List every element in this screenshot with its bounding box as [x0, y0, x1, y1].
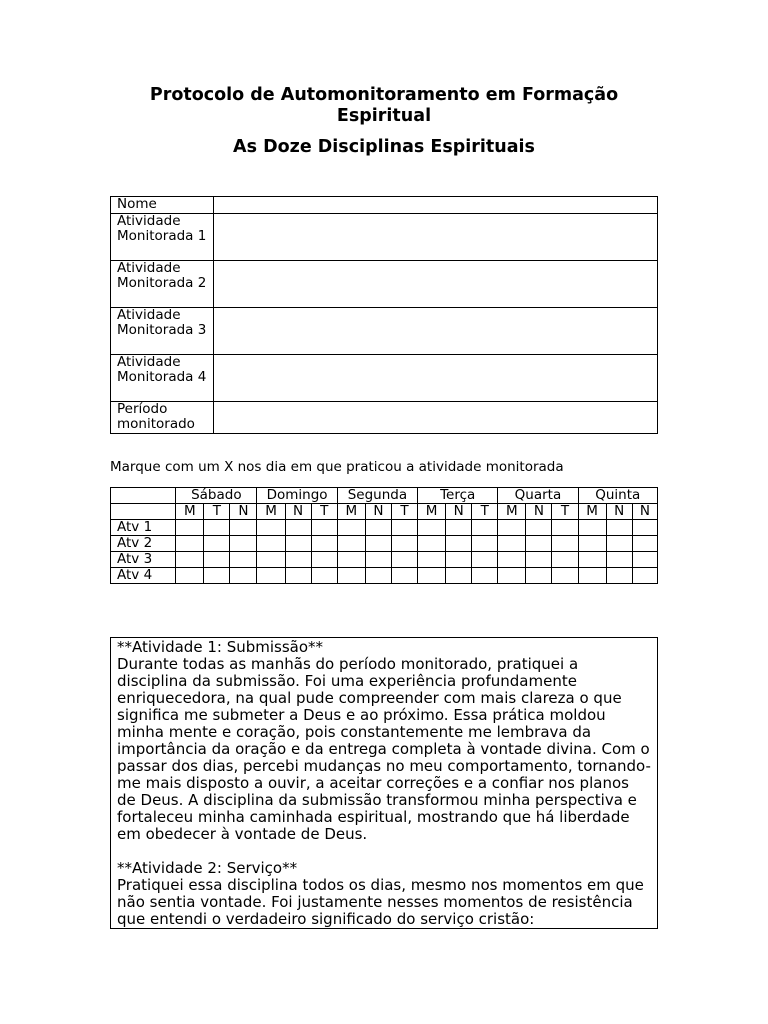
check-cell[interactable] [578, 568, 606, 584]
period-header: M [578, 504, 606, 520]
period-header: M [257, 504, 285, 520]
corner-cell [111, 504, 176, 520]
narrative-box [110, 637, 658, 929]
check-cell[interactable] [526, 568, 552, 584]
check-cell[interactable] [418, 552, 446, 568]
day-header: Quinta [578, 488, 657, 504]
activity-label: Atv 1 [111, 520, 176, 536]
check-cell[interactable] [632, 536, 657, 552]
activity-label: Atv 2 [111, 536, 176, 552]
check-cell[interactable] [578, 552, 606, 568]
check-cell[interactable] [446, 568, 472, 584]
check-cell[interactable] [230, 552, 257, 568]
check-cell[interactable] [446, 536, 472, 552]
period-header: N [365, 504, 391, 520]
activity-1-heading: **Atividade 1: Submissão** [117, 638, 324, 656]
info-table [110, 196, 658, 434]
check-cell[interactable] [552, 520, 578, 536]
tracker-row-atv-3 [111, 552, 658, 568]
check-cell[interactable] [552, 568, 578, 584]
check-cell[interactable] [285, 568, 311, 584]
check-cell[interactable] [365, 536, 391, 552]
check-cell[interactable] [498, 536, 526, 552]
paragraph-gap [117, 843, 651, 860]
check-cell[interactable] [418, 536, 446, 552]
tracker-day-header [111, 488, 658, 504]
check-cell[interactable] [285, 536, 311, 552]
activity-label: Atv 3 [111, 552, 176, 568]
check-cell[interactable] [606, 520, 632, 536]
check-cell[interactable] [632, 520, 657, 536]
period-header: N [446, 504, 472, 520]
day-header: Sábado [176, 488, 257, 504]
check-cell[interactable] [578, 536, 606, 552]
check-cell[interactable] [311, 536, 337, 552]
period-header: M [337, 504, 365, 520]
check-cell[interactable] [204, 552, 230, 568]
instruction-text: Marque com um X nos dia em que praticou a atividade monitorada [110, 459, 564, 475]
period-header: N [230, 504, 257, 520]
check-cell[interactable] [311, 568, 337, 584]
check-cell[interactable] [176, 552, 204, 568]
check-cell[interactable] [204, 520, 230, 536]
check-cell[interactable] [391, 536, 417, 552]
check-cell[interactable] [498, 520, 526, 536]
check-cell[interactable] [230, 520, 257, 536]
info-row-atividade-3 [111, 307, 658, 354]
check-cell[interactable] [365, 520, 391, 536]
check-cell[interactable] [257, 536, 285, 552]
check-cell[interactable] [204, 536, 230, 552]
check-cell[interactable] [632, 568, 657, 584]
activity-2-heading: **Atividade 2: Serviço** [117, 859, 298, 877]
info-row-atividade-2 [111, 260, 658, 307]
document-title: Protocolo de Automonitoramento em Formação Espiritual [149, 85, 619, 126]
info-label: Período monitorado [111, 401, 214, 433]
check-cell[interactable] [285, 520, 311, 536]
check-cell[interactable] [176, 520, 204, 536]
info-value[interactable] [214, 354, 658, 401]
check-cell[interactable] [472, 552, 498, 568]
check-cell[interactable] [285, 552, 311, 568]
check-cell[interactable] [606, 568, 632, 584]
check-cell[interactable] [257, 568, 285, 584]
day-header: Domingo [257, 488, 337, 504]
check-cell[interactable] [526, 520, 552, 536]
check-cell[interactable] [230, 568, 257, 584]
period-header: N [285, 504, 311, 520]
check-cell[interactable] [578, 520, 606, 536]
check-cell[interactable] [446, 552, 472, 568]
check-cell[interactable] [365, 568, 391, 584]
activity-label: Atv 4 [111, 568, 176, 584]
check-cell[interactable] [257, 552, 285, 568]
tracker-table [110, 487, 658, 584]
period-header: M [418, 504, 446, 520]
info-value[interactable] [214, 213, 658, 260]
check-cell[interactable] [472, 520, 498, 536]
activity-2-body: Pratiquei essa disciplina todos os dias, mesmo nos momentos em que não sentia vontade. Foi justamente nesses momentos de resistência que entendi o verdadeiro significado do serviço cristão: [117, 876, 644, 928]
period-header: N [526, 504, 552, 520]
info-label: Atividade Monitorada 4 [111, 354, 214, 401]
info-value[interactable] [214, 307, 658, 354]
tracker-row-atv-2 [111, 536, 658, 552]
period-header: N [606, 504, 632, 520]
check-cell[interactable] [391, 552, 417, 568]
document-subtitle: As Doze Disciplinas Espirituais [233, 137, 535, 157]
period-header: N [632, 504, 657, 520]
check-cell[interactable] [526, 536, 552, 552]
check-cell[interactable] [337, 552, 365, 568]
check-cell[interactable] [418, 568, 446, 584]
period-header: T [391, 504, 417, 520]
check-cell[interactable] [498, 568, 526, 584]
period-header: T [311, 504, 337, 520]
info-label: Nome [111, 197, 214, 214]
check-cell[interactable] [311, 552, 337, 568]
check-cell[interactable] [606, 552, 632, 568]
info-value[interactable] [214, 197, 658, 214]
info-row-atividade-1 [111, 213, 658, 260]
check-cell[interactable] [391, 520, 417, 536]
check-cell[interactable] [632, 552, 657, 568]
period-header: T [552, 504, 578, 520]
info-row-atividade-4 [111, 354, 658, 401]
info-row-periodo [111, 401, 658, 433]
check-cell[interactable] [230, 536, 257, 552]
check-cell[interactable] [176, 536, 204, 552]
check-cell[interactable] [337, 520, 365, 536]
check-cell[interactable] [526, 552, 552, 568]
check-cell[interactable] [311, 520, 337, 536]
info-label: Atividade Monitorada 1 [111, 213, 214, 260]
check-cell[interactable] [472, 568, 498, 584]
period-header: M [498, 504, 526, 520]
check-cell[interactable] [498, 552, 526, 568]
check-cell[interactable] [606, 536, 632, 552]
check-cell[interactable] [337, 568, 365, 584]
info-label: Atividade Monitorada 3 [111, 307, 214, 354]
day-header: Terça [418, 488, 498, 504]
day-header: Quarta [498, 488, 578, 504]
corner-cell [111, 488, 176, 504]
check-cell[interactable] [552, 552, 578, 568]
check-cell[interactable] [204, 568, 230, 584]
tracker-row-atv-1 [111, 520, 658, 536]
check-cell[interactable] [337, 536, 365, 552]
check-cell[interactable] [446, 520, 472, 536]
period-header: T [472, 504, 498, 520]
day-header: Segunda [337, 488, 417, 504]
check-cell[interactable] [552, 536, 578, 552]
tracker-row-atv-4 [111, 568, 658, 584]
info-label: Atividade Monitorada 2 [111, 260, 214, 307]
info-value[interactable] [214, 401, 658, 433]
check-cell[interactable] [176, 568, 204, 584]
check-cell[interactable] [472, 536, 498, 552]
period-header: T [204, 504, 230, 520]
tracker-period-header [111, 504, 658, 520]
check-cell[interactable] [365, 552, 391, 568]
check-cell[interactable] [257, 520, 285, 536]
check-cell[interactable] [418, 520, 446, 536]
activity-1-body: Durante todas as manhãs do período monitorado, pratiquei a disciplina da submissão. Foi uma experiência profundamente enriquecedora, na qual pude compreender com mais clareza o que significa me submeter a Deus e ao próximo. Essa prática moldou minha mente e coração, pois constantemente me lembrava da importância da oração e da entrega completa à vontade divina. Com o passar dos dias, percebi mudanças no meu comportamento, tornando-me mais disposto a ouvir, a aceitar correções e a confiar nos planos de Deus. A disciplina da submissão transformou minha perspectiva e fortaleceu minha caminhada espiritual, mostrando que há liberdade em obedecer à vontade de Deus. [117, 655, 651, 843]
period-header: M [176, 504, 204, 520]
info-row-nome [111, 197, 658, 214]
info-value[interactable] [214, 260, 658, 307]
check-cell[interactable] [391, 568, 417, 584]
